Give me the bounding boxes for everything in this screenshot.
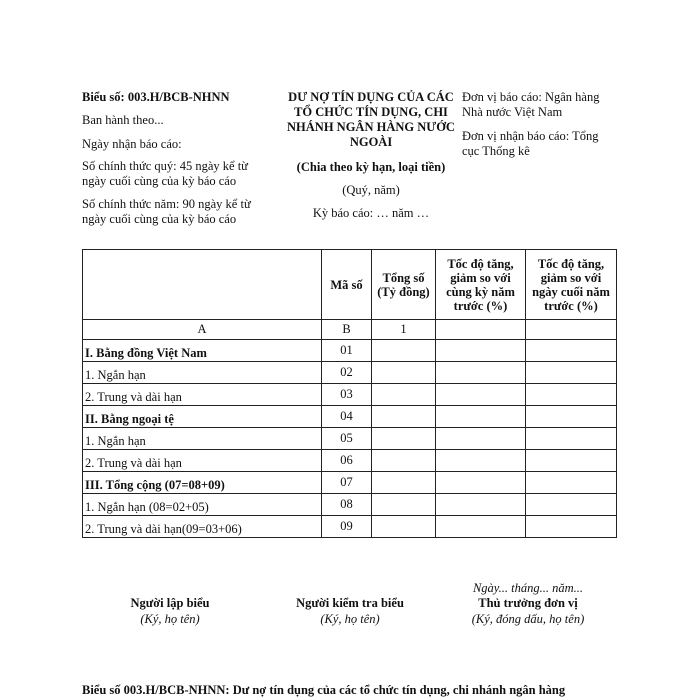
row-yoy <box>436 362 526 384</box>
header-label-cell <box>83 250 322 320</box>
row-ytd <box>526 472 617 494</box>
row-yoy <box>436 494 526 516</box>
letter-1: 1 <box>372 320 436 340</box>
letter-b: B <box>322 320 372 340</box>
row-label: I. Bằng đồng Việt Nam <box>83 340 322 362</box>
row-code: 09 <box>322 516 372 538</box>
row-label: 1. Ngắn hạn <box>83 362 322 384</box>
quarterly-deadline-line2: ngày cuối cùng của kỳ báo cáo <box>82 174 237 188</box>
title-line-1: DƯ NỢ TÍN DỤNG CỦA CÁC <box>288 90 454 104</box>
frequency: (Quý, năm) <box>342 183 400 197</box>
row-yoy <box>436 340 526 362</box>
row-ytd <box>526 406 617 428</box>
row-label: 2. Trung và dài hạn <box>83 450 322 472</box>
row-ytd <box>526 494 617 516</box>
table-row <box>83 384 617 406</box>
row-yoy <box>436 472 526 494</box>
table-row <box>83 362 617 384</box>
preparer-title: Người lập biểu <box>130 596 210 610</box>
title-line-2: TỔ CHỨC TÍN DỤNG, CHI <box>294 105 448 119</box>
head-title: Thủ trưởng đơn vị <box>478 596 578 610</box>
report-period: Kỳ báo cáo: … năm … <box>312 206 430 220</box>
credit-table <box>82 249 617 538</box>
letter-empty <box>526 320 617 340</box>
row-code: 02 <box>322 362 372 384</box>
column-letter-row <box>83 320 617 340</box>
row-code: 04 <box>322 406 372 428</box>
table-row <box>83 450 617 472</box>
row-ytd <box>526 340 617 362</box>
subtitle: (Chia theo kỳ hạn, loại tiền) <box>296 160 446 174</box>
row-yoy <box>436 428 526 450</box>
table-row <box>83 428 617 450</box>
table-row <box>83 516 617 538</box>
footer-note: Biểu số 003.H/BCB-NHNN: Dư nợ tín dụng của các tổ chức tín dụng, chi nhánh ngân hàng <box>82 683 566 697</box>
row-code: 08 <box>322 494 372 516</box>
row-ytd <box>526 362 617 384</box>
letter-empty <box>436 320 526 340</box>
header-total: Tổng số (Tỷ đồng) <box>372 250 436 320</box>
table-row <box>83 406 617 428</box>
header-code: Mã số <box>322 250 372 320</box>
row-code: 05 <box>322 428 372 450</box>
issued-by: Ban hành theo... <box>82 113 164 127</box>
row-total <box>372 516 436 538</box>
annual-deadline-line1: Số chính thức năm: 90 ngày kể từ <box>82 197 251 211</box>
received-date: Ngày nhận báo cáo: <box>82 137 182 151</box>
reporting-unit-line2: Nhà nước Việt Nam <box>462 105 563 119</box>
title-line-3: NHÁNH NGÂN HÀNG NƯỚC <box>287 120 455 134</box>
row-total <box>372 472 436 494</box>
row-total <box>372 494 436 516</box>
row-yoy <box>436 384 526 406</box>
row-total <box>372 362 436 384</box>
form-code: Biểu số: 003.H/BCB-NHNN <box>82 90 230 104</box>
row-label: II. Bằng ngoại tệ <box>83 406 322 428</box>
preparer-note: (Ký, họ tên) <box>140 612 200 626</box>
row-ytd <box>526 384 617 406</box>
row-yoy <box>436 516 526 538</box>
row-total <box>372 384 436 406</box>
row-ytd <box>526 516 617 538</box>
row-total <box>372 406 436 428</box>
row-label: III. Tổng cộng (07=08+09) <box>83 472 322 494</box>
row-ytd <box>526 450 617 472</box>
table-row <box>83 472 617 494</box>
annual-deadline-line2: ngày cuối cùng của kỳ báo cáo <box>82 212 237 226</box>
letter-a: A <box>83 320 322 340</box>
header-yoy-change: Tốc độ tăng, giảm so với cùng kỳ năm trước (%) <box>436 250 526 320</box>
row-code: 01 <box>322 340 372 362</box>
row-yoy <box>436 450 526 472</box>
table-header-row <box>83 250 617 320</box>
row-total <box>372 450 436 472</box>
signature-date: Ngày... tháng... năm... <box>472 581 584 595</box>
row-yoy <box>436 406 526 428</box>
checker-note: (Ký, họ tên) <box>320 612 380 626</box>
row-code: 07 <box>322 472 372 494</box>
row-label: 1. Ngắn hạn (08=02+05) <box>83 494 322 516</box>
receiving-unit-line1: Đơn vị nhận báo cáo: Tổng <box>462 129 599 143</box>
reporting-unit-line1: Đơn vị báo cáo: Ngân hàng <box>462 90 600 104</box>
checker-title: Người kiểm tra biểu <box>296 596 404 610</box>
row-ytd <box>526 428 617 450</box>
row-label: 1. Ngắn hạn <box>83 428 322 450</box>
row-code: 03 <box>322 384 372 406</box>
receiving-unit-line2: cục Thống kê <box>462 144 530 158</box>
table-row <box>83 494 617 516</box>
row-label: 2. Trung và dài hạn <box>83 384 322 406</box>
row-total <box>372 340 436 362</box>
title-line-4: NGOÀI <box>349 135 393 149</box>
row-label: 2. Trung và dài hạn(09=03+06) <box>83 516 322 538</box>
row-code: 06 <box>322 450 372 472</box>
row-total <box>372 428 436 450</box>
header-ytd-change: Tốc độ tăng, giảm so với ngày cuối năm trước (%) <box>526 250 617 320</box>
table-row <box>83 340 617 362</box>
head-note: (Ký, đóng dấu, họ tên) <box>471 612 585 626</box>
quarterly-deadline-line1: Số chính thức quý: 45 ngày kể từ <box>82 159 248 173</box>
